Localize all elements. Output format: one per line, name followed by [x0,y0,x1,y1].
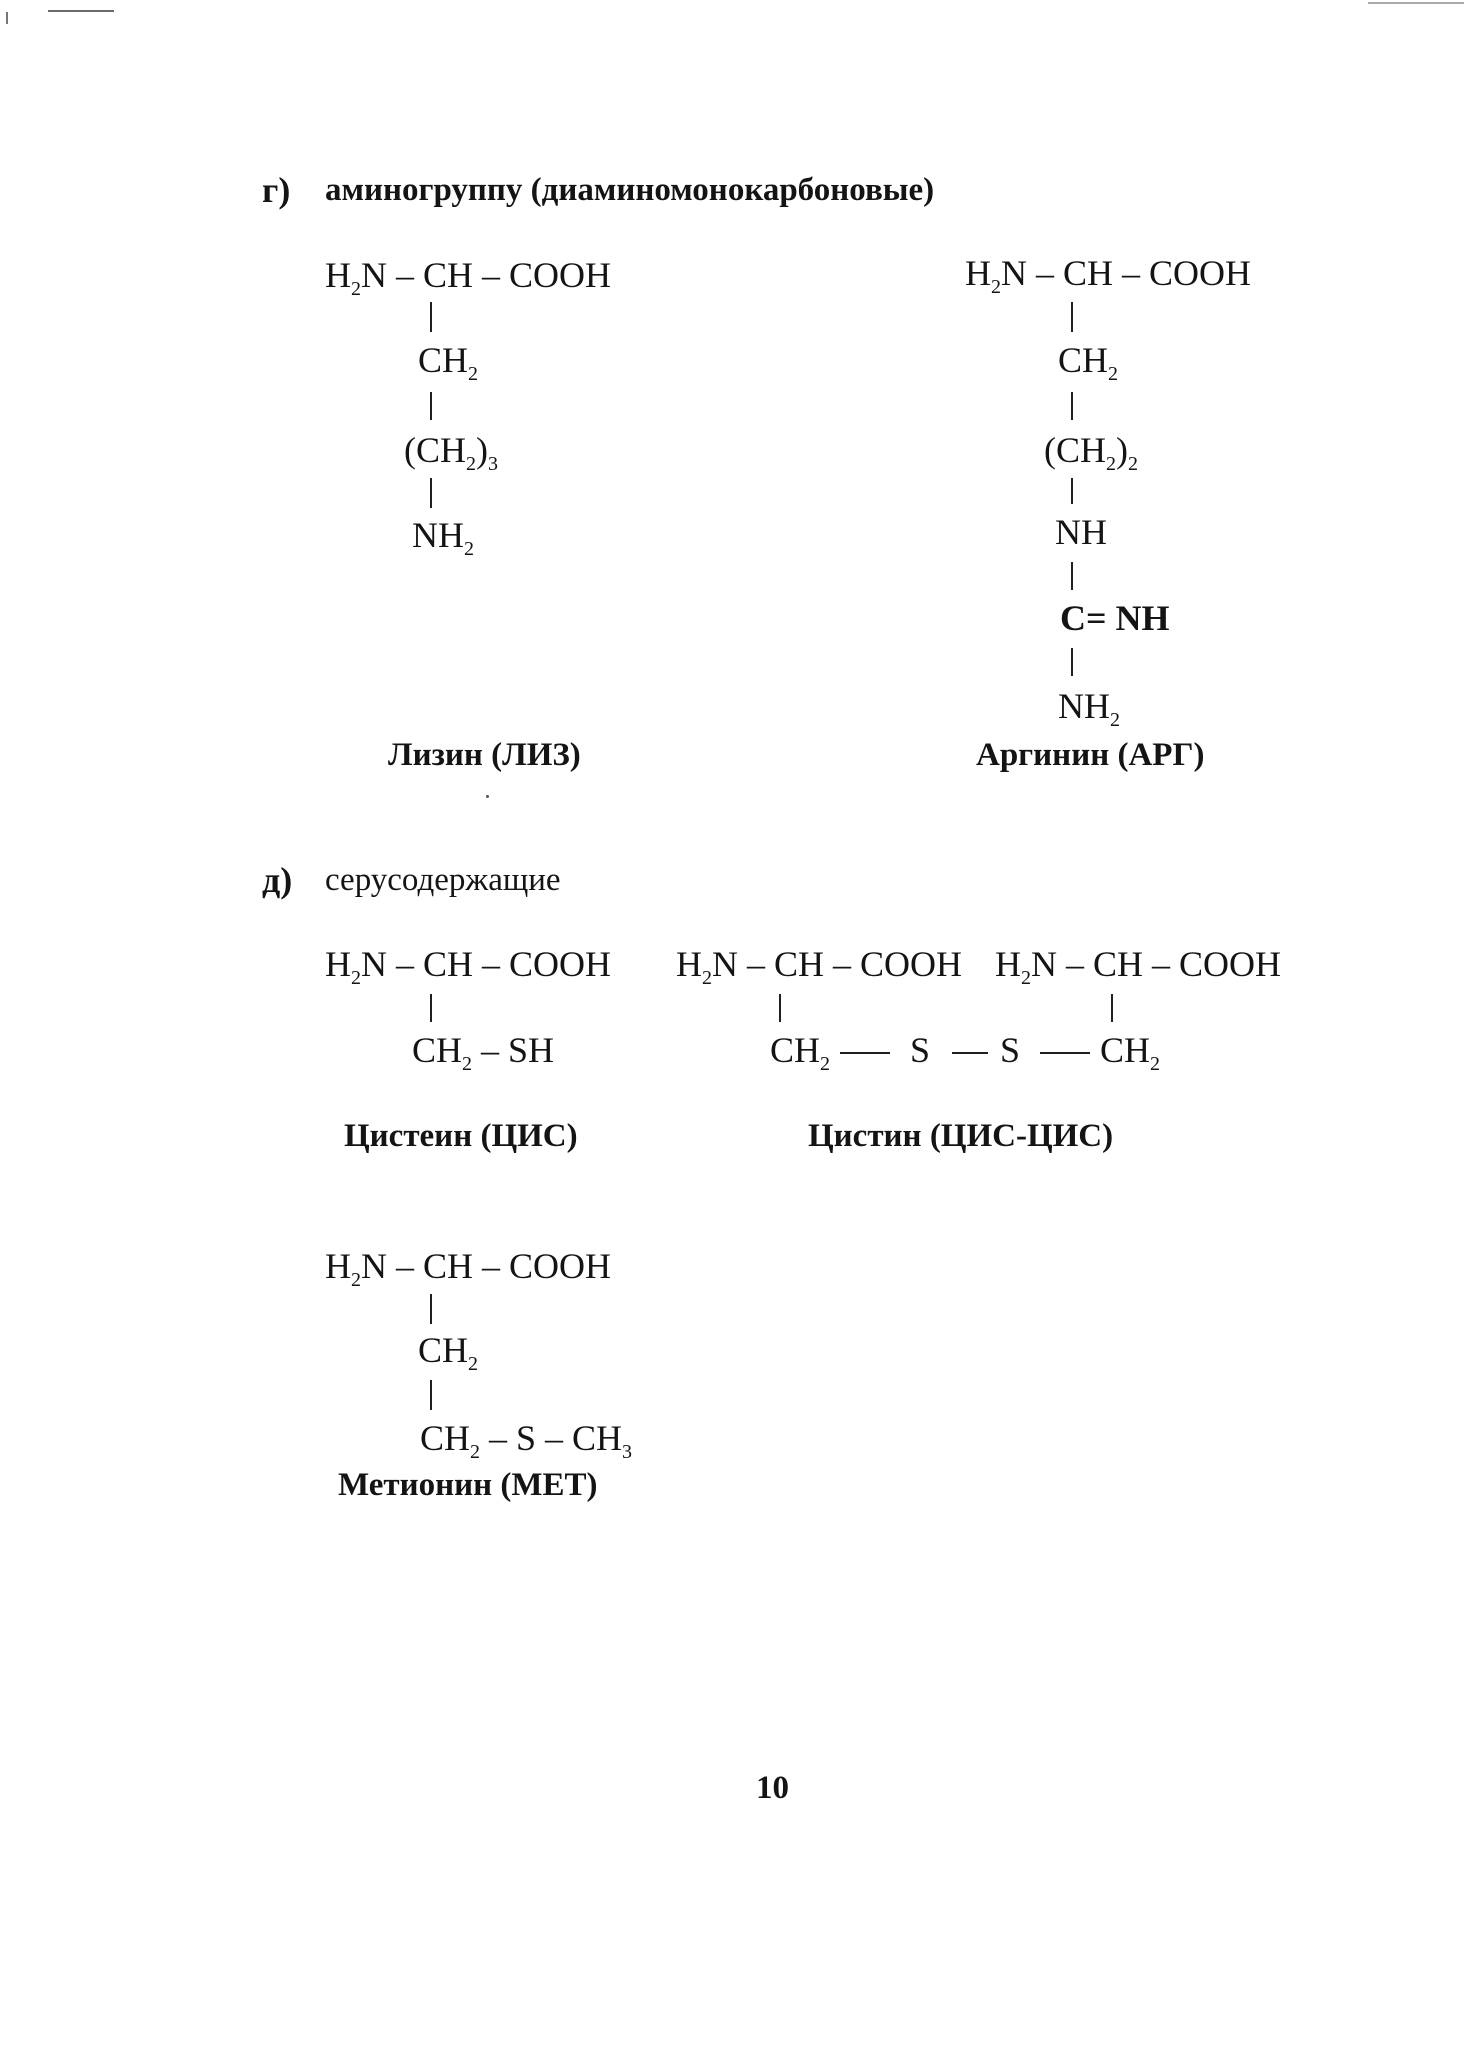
cysteine-backbone: $H_2N$ – CH – COOH [325,944,612,989]
scan-artifact-line [48,10,114,12]
lysine-ch2: $CH_2$ [418,340,479,385]
lysine-bond-3 [430,478,432,508]
page-number: 10 [756,1770,789,1806]
methionine-backbone: $H_2N$ – CH – COOH [325,1246,612,1291]
arginine-name: Аргинин (АРГ) [976,737,1205,773]
section-d-title: серусодержащие [325,862,561,898]
lysine-nh2: $NH_2$ [412,515,474,560]
cystine-sulfur-1: S [910,1030,931,1070]
cystine-bond-right [1111,994,1113,1022]
cystine-backbone-right: $H_2N$ – CH – COOH [995,944,1282,989]
arginine-bond-5 [1071,648,1073,676]
arginine-bond-4 [1071,562,1073,590]
section-g-title: аминогруппу (диаминомонокарбоновые) [325,172,935,208]
cysteine-ch2-sh: $CH_2$ – SH [412,1030,555,1075]
lysine-backbone: $H_2N$ – CH – COOH [325,255,612,300]
cystine-backbone-left: $H_2N$ – CH – COOH [676,944,963,989]
arginine-bond-2 [1071,392,1073,420]
cystine-bond-ch2-s [840,1052,890,1054]
arginine-bond-3 [1071,478,1073,504]
lysine-ch2-3: $(CH_2)_3$ [404,430,498,475]
cystine-sulfur-2: S [1000,1030,1021,1070]
cystine-bond-left [779,994,781,1022]
cystine-ch2-left: $CH_2$ [770,1030,831,1075]
arginine-bond-1 [1071,302,1073,332]
cystine-name: Цистин (ЦИС-ЦИС) [808,1118,1114,1154]
scan-artifact-tick [6,12,8,24]
arginine-ch2-2: $(CH_2)_2$ [1044,430,1138,475]
cystine-ch2-right: $CH_2$ [1100,1030,1161,1075]
arginine-backbone: $H_2N$ – CH – COOH [965,253,1252,298]
methionine-ch2: $CH_2$ [418,1330,479,1375]
section-g-marker: г) [262,170,291,210]
arginine-nh2: $NH_2$ [1058,686,1120,731]
arginine-nh: NH [1055,512,1107,552]
cystine-bond-s-ch2 [1040,1052,1090,1054]
lysine-name: Лизин (ЛИЗ) [388,737,581,773]
cystine-bond-s-s [952,1052,988,1054]
lysine-bond-1 [430,302,432,332]
methionine-chain: $CH_2$ – S – $CH_3$ [420,1418,633,1463]
cysteine-name: Цистеин (ЦИС) [344,1118,578,1154]
arginine-ch2: $CH_2$ [1058,340,1119,385]
scan-artifact-line [1368,2,1464,4]
methionine-name: Метионин (МЕТ) [338,1467,598,1503]
lysine-bond-2 [430,392,432,420]
cysteine-bond-1 [430,994,432,1022]
section-d-marker: д) [262,860,293,900]
methionine-bond-2 [430,1380,432,1410]
scan-speck [486,795,489,798]
methionine-bond-1 [430,1294,432,1324]
arginine-c-nh: C= NH [1060,598,1170,638]
